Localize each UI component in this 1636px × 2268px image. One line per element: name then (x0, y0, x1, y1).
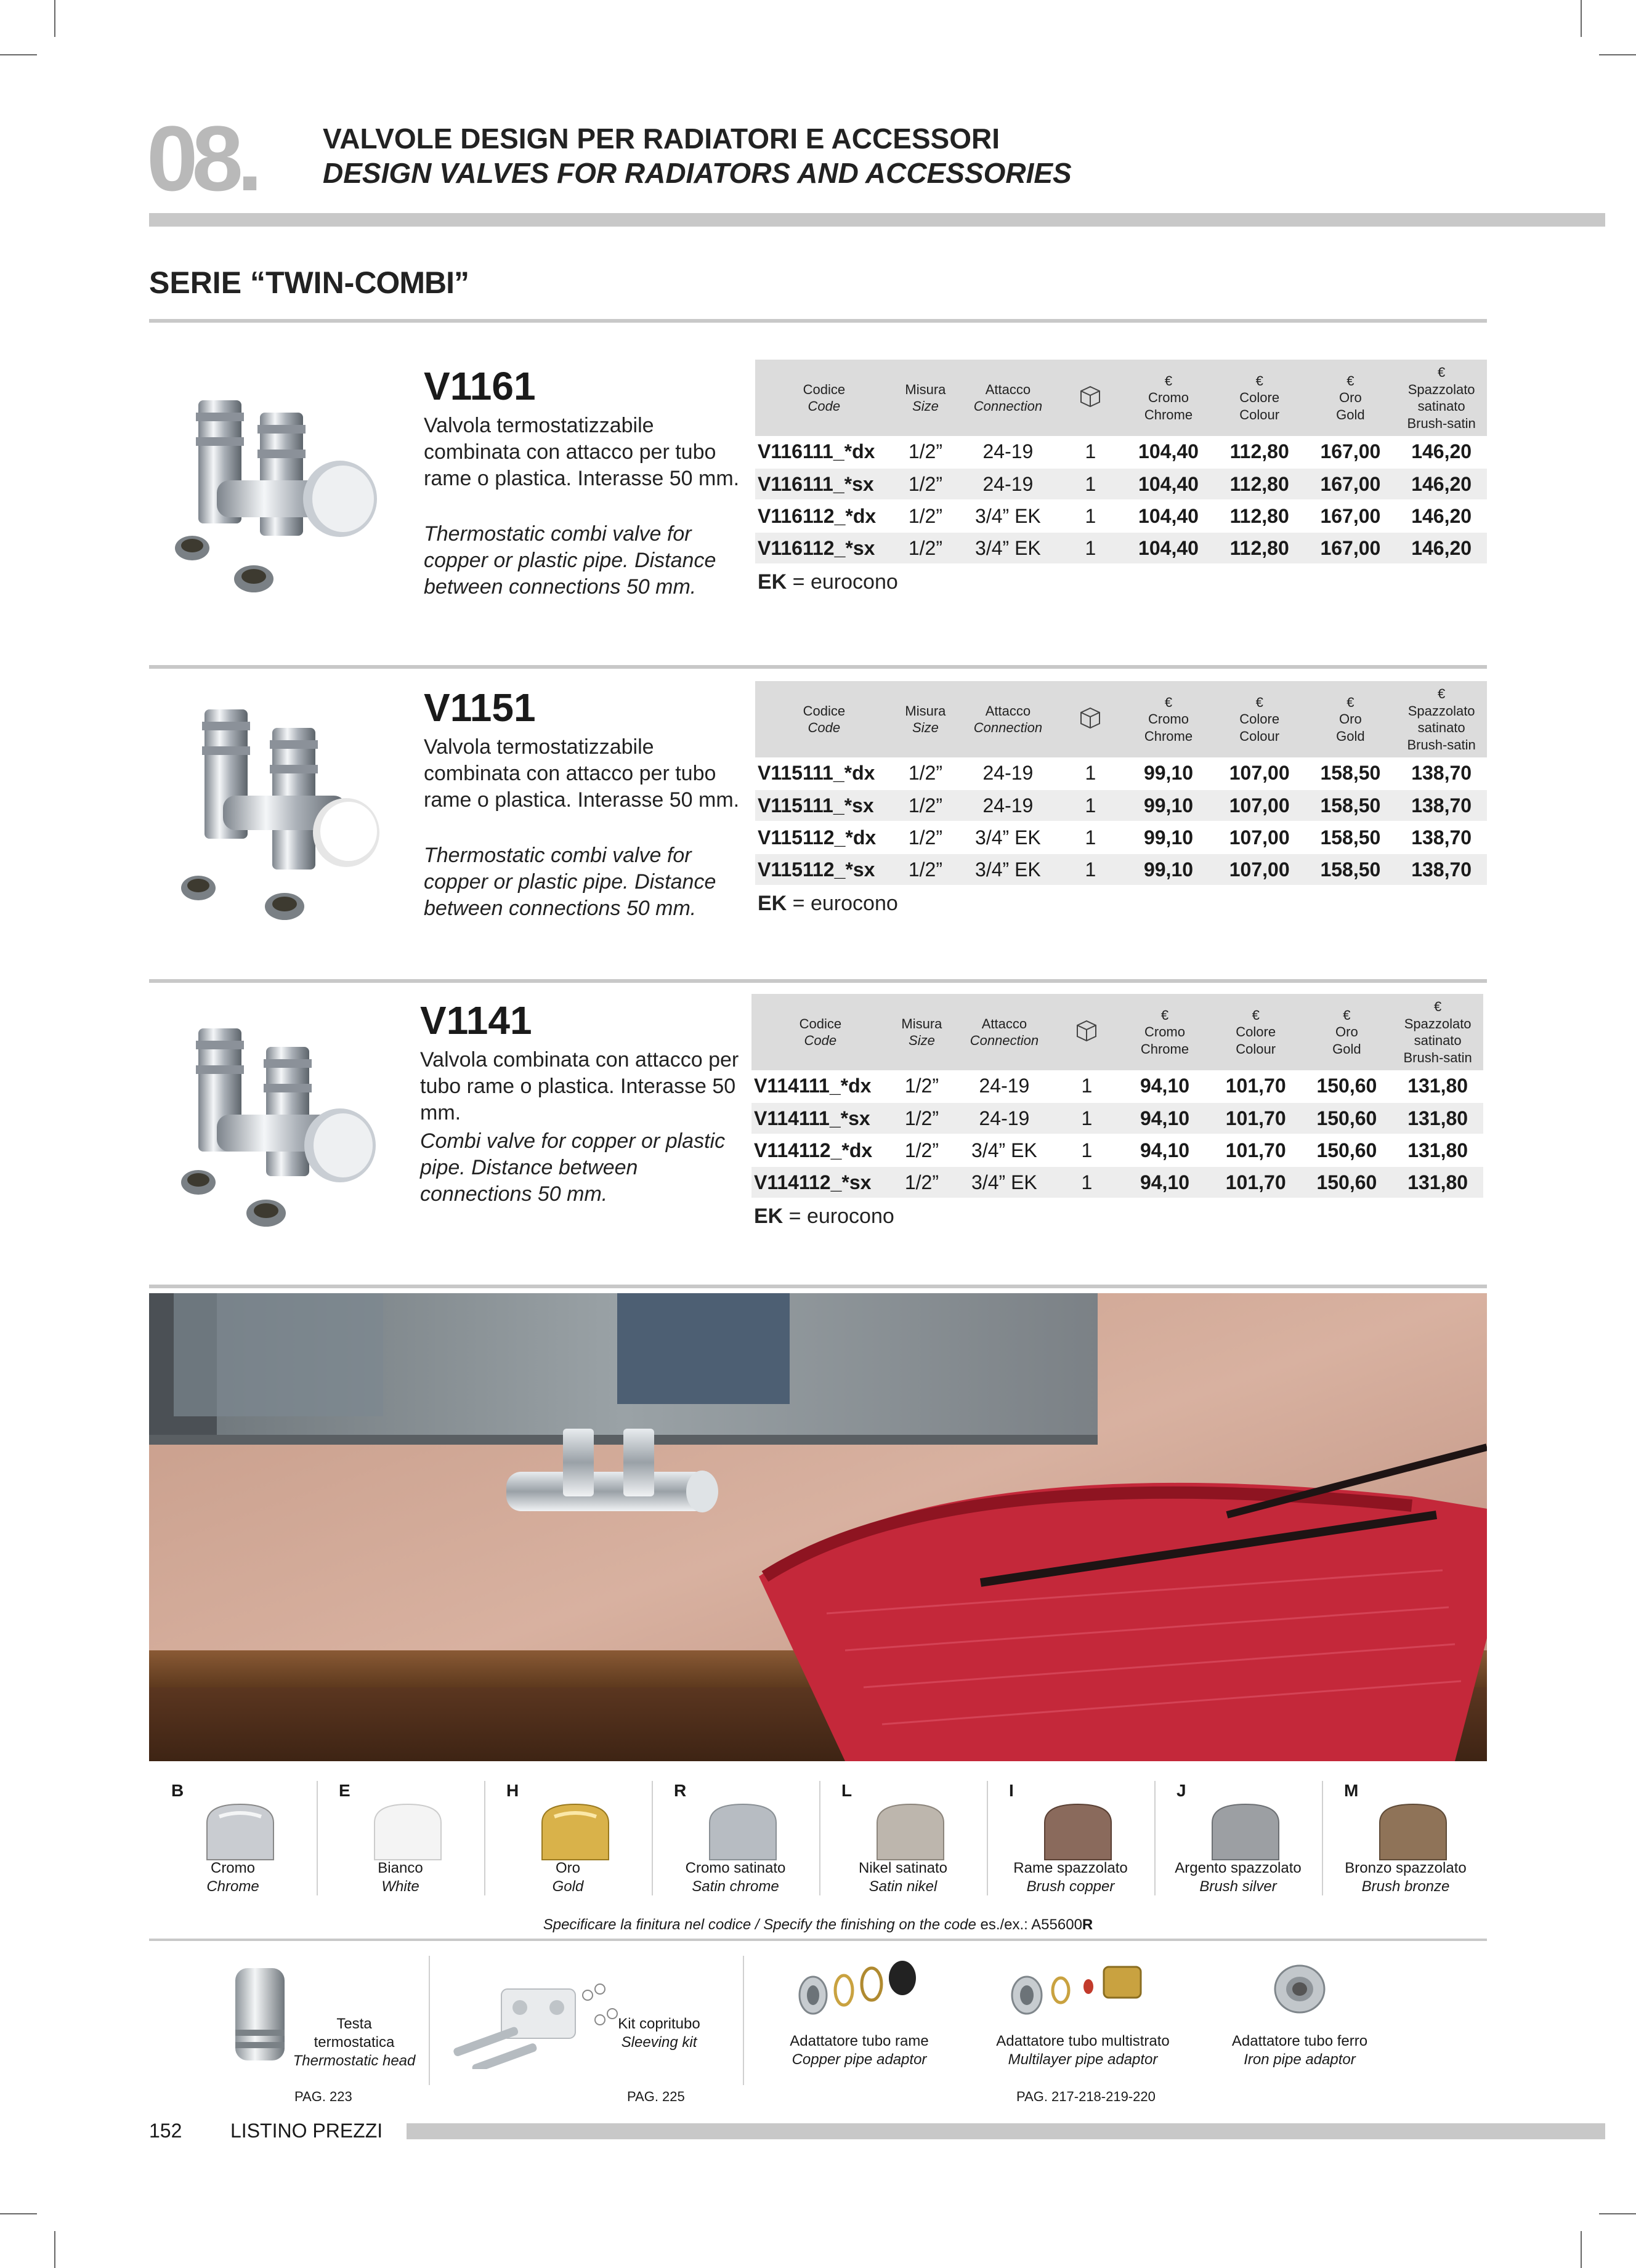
multilayer-pipe-adaptor-label: Adattatore tubo multistrato Multilayer pipe adaptor (996, 2033, 1170, 2068)
crop-mark (1599, 54, 1636, 55)
crop-mark (1581, 0, 1582, 37)
finish-name-it: Rame spazzolato (1013, 1860, 1128, 1876)
footer-rule (407, 2123, 1605, 2139)
product-description-it: Valvola termostatizzabile combinata con attacco per tubo rame o plastica. Interasse 50 mm. (424, 735, 740, 812)
product-code: V1151 (424, 685, 536, 730)
col-gold: € Oro Gold (1302, 994, 1393, 1070)
table-row: V116111_*dx 1/2” 24-19 1 104,40 112,80 167,00 146,20 (755, 436, 1487, 468)
col-package (1058, 681, 1124, 757)
installation-photo (149, 1293, 1487, 1761)
multilayer-pipe-adaptor-icon (1005, 1952, 1153, 2020)
iron-pipe-adaptor-label: Adattatore tubo ferro Iron pipe adaptor (1231, 2033, 1368, 2068)
col-colour: € Colore Colour (1210, 994, 1302, 1070)
sleeving-kit-label: Kit copritubo Sleeving kit (618, 2016, 700, 2051)
col-gold: € Oro Gold (1305, 360, 1396, 436)
finish-brush-bronze (1322, 1781, 1489, 1904)
table-row: V116112_*dx 1/2” 3/4” EK 1 104,40 112,80 167,00 146,20 (755, 500, 1487, 532)
table-row: V115112_*sx 1/2” 3/4” EK 1 99,10 107,00 158,50 138,70 (755, 854, 1487, 886)
product-description-it: Valvola termostatizzabile combinata con attacco per tubo rame o plastica. Interasse 50 mm. (424, 414, 740, 490)
knob-gold-icon (536, 1798, 615, 1866)
crop-mark (54, 0, 55, 37)
price-table (755, 681, 1487, 886)
finish-name-en: Satin nikel (869, 1878, 937, 1895)
product-v1151 (149, 666, 1487, 956)
product-description-it: Valvola combinata con attacco per tubo rame o plastica. Interasse 50 mm. (420, 1048, 739, 1124)
col-connection: Attacco Connection (958, 360, 1058, 436)
product-v1141 (149, 979, 1487, 1269)
col-size: Misura Size (893, 681, 958, 757)
product-description-en: Thermostatic combi valve for copper or plastic pipe. Distance between connections 50 mm. (424, 844, 716, 920)
col-connection: Attacco Connection (958, 681, 1058, 757)
ek-note: EK = eurocono (758, 892, 898, 915)
finish-letter: M (1344, 1781, 1359, 1800)
valve-image (168, 703, 420, 925)
page-number: 152 (149, 2120, 182, 2142)
finish-letter: I (1009, 1781, 1014, 1800)
finish-brush-copper (987, 1781, 1154, 1904)
knob-brush-silver-icon (1206, 1798, 1285, 1866)
col-code: Codice Code (755, 681, 893, 757)
finish-letter: J (1176, 1781, 1186, 1800)
col-satin: € Spazzolato satinato Brush-satin (1392, 994, 1483, 1070)
table-row: V114111_*sx 1/2” 24-19 1 94,10 101,70 150,60 131,80 (751, 1102, 1483, 1134)
finish-name-it: Bronzo spazzolato (1345, 1860, 1467, 1876)
chapter-subtitle: DESIGN VALVES FOR RADIATORS AND ACCESSORIES (323, 157, 1072, 189)
col-chrome: € Cromo Chrome (1119, 994, 1210, 1070)
accessory-divider (743, 1956, 744, 2085)
finish-letter: B (171, 1781, 184, 1800)
product-description-en: Combi valve for copper or plastic pipe. Distance between connections 50 mm. (420, 1129, 726, 1206)
finish-name-en: Satin chrome (692, 1878, 779, 1895)
series-rule (149, 319, 1487, 323)
col-chrome: € Cromo Chrome (1123, 681, 1214, 757)
finish-gold (484, 1781, 652, 1904)
finish-satin-chrome (652, 1781, 819, 1904)
finish-name-it: Bianco (378, 1860, 423, 1876)
crop-mark (1581, 2231, 1582, 2268)
finish-letter: R (674, 1781, 687, 1800)
copper-pipe-adaptor-icon (795, 1952, 930, 2020)
package-icon (1074, 1018, 1099, 1043)
price-table (755, 360, 1487, 565)
product-v1161 (149, 345, 1487, 634)
thermostatic-head-label: Testa termostatica Thermostatic head (293, 2016, 416, 2069)
col-size: Misura Size (893, 360, 958, 436)
col-connection: Attacco Connection (954, 994, 1054, 1070)
product-code: V1141 (420, 998, 532, 1043)
page-ref-head: PAG. 223 (294, 2089, 352, 2104)
finish-letter: H (506, 1781, 519, 1800)
knob-brush-bronze-icon (1374, 1798, 1452, 1866)
table-row: V116111_*sx 1/2” 24-19 1 104,40 112,80 167,00 146,20 (755, 468, 1487, 500)
knob-chrome-icon (201, 1798, 280, 1866)
knob-white-icon (368, 1798, 447, 1866)
header-rule (149, 213, 1605, 227)
col-size: Misura Size (889, 994, 955, 1070)
col-colour: € Colore Colour (1214, 360, 1305, 436)
chapter-number: 08. (147, 107, 257, 210)
col-satin: € Spazzolato satinato Brush-satin (1396, 360, 1487, 436)
package-icon (1078, 384, 1103, 408)
table-row: V114112_*dx 1/2” 3/4” EK 1 94,10 101,70 150,60 131,80 (751, 1134, 1483, 1166)
copper-pipe-adaptor-label: Adattatore tubo rame Copper pipe adaptor (790, 2033, 929, 2068)
finish-white (317, 1781, 484, 1904)
series-title (149, 265, 469, 301)
valve-image (168, 1022, 420, 1244)
finish-name-it: Cromo satinato (685, 1860, 786, 1876)
finish-specification-note: Specificare la finitura nel codice / Specify the finishing on the code es./ex.: A55600R (543, 1916, 1093, 1933)
crop-mark (0, 54, 37, 55)
finish-satin-nikel (819, 1781, 987, 1904)
finish-name-en: Brush bronze (1361, 1878, 1450, 1895)
col-satin: € Spazzolato satinato Brush-satin (1396, 681, 1487, 757)
finish-rule (149, 1939, 1487, 1941)
table-row: V115111_*dx 1/2” 24-19 1 99,10 107,00 158,50 138,70 (755, 757, 1487, 789)
series-name: COMBI” (354, 265, 469, 300)
valve-image (168, 394, 420, 603)
finish-name-en: Gold (552, 1878, 584, 1895)
knob-satin-chrome-icon (703, 1798, 782, 1866)
finish-brush-silver (1154, 1781, 1322, 1904)
col-chrome: € Cromo Chrome (1123, 360, 1214, 436)
product-rule (149, 1285, 1487, 1288)
knob-satin-nikel-icon (871, 1798, 950, 1866)
page-ref-adaptors: PAG. 217-218-219-220 (1016, 2089, 1156, 2104)
thermostatic-head-icon (229, 1962, 291, 2073)
crop-mark (54, 2231, 55, 2268)
knob-brush-copper-icon (1039, 1798, 1117, 1866)
iron-pipe-adaptor-icon (1269, 1958, 1330, 2020)
col-colour: € Colore Colour (1214, 681, 1305, 757)
table-row: V114111_*dx 1/2” 24-19 1 94,10 101,70 150,60 131,80 (751, 1070, 1483, 1102)
series-prefix: SERIE “TWIN- (149, 265, 355, 300)
crop-mark (0, 2213, 37, 2214)
finish-name-it: Argento spazzolato (1175, 1860, 1302, 1876)
package-icon (1078, 705, 1103, 730)
table-row: V114112_*sx 1/2” 3/4” EK 1 94,10 101,70 150,60 131,80 (751, 1166, 1483, 1198)
finish-chrome (149, 1781, 317, 1904)
finish-letter: L (841, 1781, 852, 1800)
page-ref-kit: PAG. 225 (627, 2089, 685, 2104)
ek-note: EK = eurocono (758, 570, 898, 594)
finish-name-en: Chrome (206, 1878, 259, 1895)
finish-name-en: White (381, 1878, 419, 1895)
accessory-divider (429, 1956, 430, 2085)
finish-name-it: Nikel satinato (858, 1860, 948, 1876)
table-row: V115112_*dx 1/2” 3/4” EK 1 99,10 107,00 158,50 138,70 (755, 821, 1487, 854)
col-gold: € Oro Gold (1305, 681, 1396, 757)
col-package (1058, 360, 1124, 436)
table-row: V116112_*sx 1/2” 3/4” EK 1 104,40 112,80 167,00 146,20 (755, 532, 1487, 564)
chapter-title: VALVOLE DESIGN PER RADIATORI E ACCESSORI (323, 123, 1000, 155)
finish-name-it: Cromo (210, 1860, 255, 1876)
price-table (751, 994, 1483, 1199)
product-code: V1161 (424, 364, 536, 408)
sleeving-kit-icon (446, 1971, 631, 2069)
col-package (1055, 994, 1120, 1070)
finish-name-en: Brush copper (1026, 1878, 1115, 1895)
col-code: Codice Code (755, 360, 893, 436)
finish-name-en: Brush silver (1199, 1878, 1277, 1895)
crop-mark (1599, 2213, 1636, 2214)
footer-title: LISTINO PREZZI (230, 2120, 383, 2142)
table-row: V115111_*sx 1/2” 24-19 1 99,10 107,00 158,50 138,70 (755, 789, 1487, 821)
col-code: Codice Code (751, 994, 889, 1070)
ek-note: EK = eurocono (754, 1205, 894, 1228)
finish-name-it: Oro (555, 1860, 580, 1876)
finish-letter: E (339, 1781, 350, 1800)
product-description-en: Thermostatic combi valve for copper or plastic pipe. Distance between connections 50 mm. (424, 522, 716, 599)
